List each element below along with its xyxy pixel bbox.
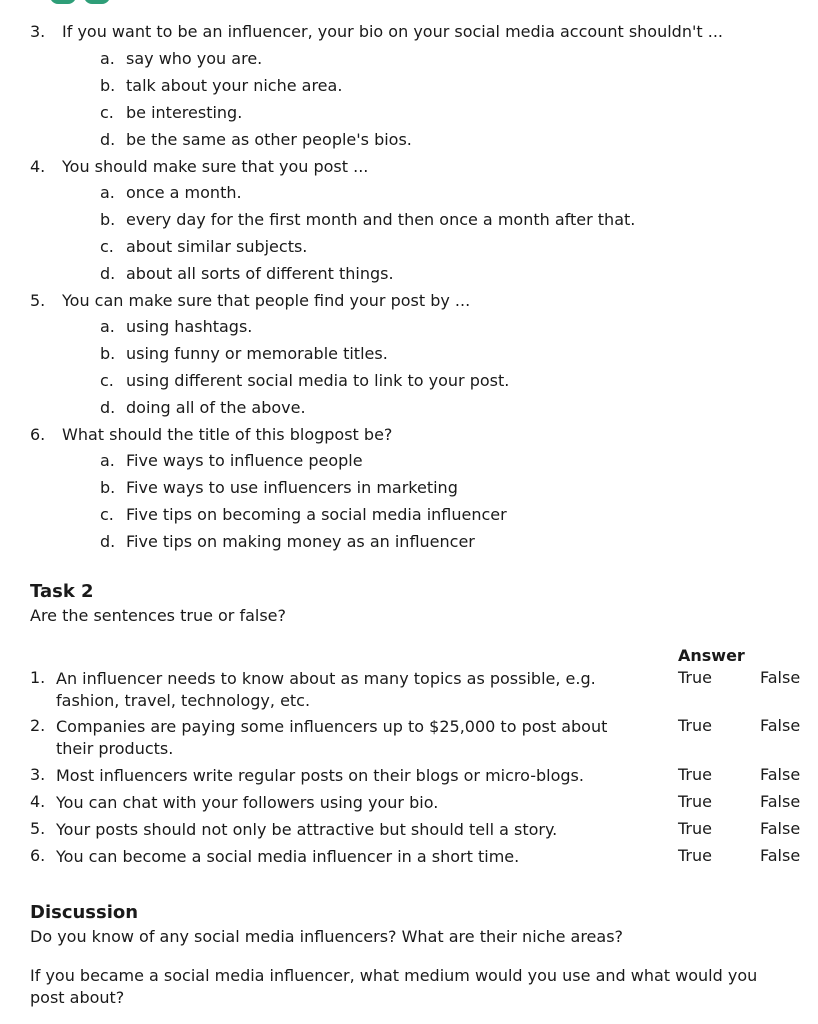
option-letter: b. [100, 344, 116, 363]
statement-text: You can become a social media influencer in a short time. [56, 847, 520, 866]
option-text: every day for the first month and then once a month after that. [126, 210, 636, 229]
option-text: Five ways to use influencers in marketing [126, 478, 458, 497]
true-option[interactable]: True [678, 668, 712, 687]
option-letter: a. [100, 317, 115, 336]
option-letter: c. [100, 237, 114, 256]
statement-number: 2. [30, 716, 46, 735]
statement-number: 3. [30, 765, 46, 784]
option-text: say who you are. [126, 49, 263, 68]
option-text: Five tips on making money as an influencer [126, 532, 475, 551]
option-letter: d. [100, 130, 116, 149]
option-text: be the same as other people's bios. [126, 130, 412, 149]
option-letter: a. [100, 451, 115, 470]
false-option[interactable]: False [760, 846, 801, 865]
option-text: once a month. [126, 183, 242, 202]
true-option[interactable]: True [678, 846, 712, 865]
option-text: using funny or memorable titles. [126, 344, 388, 363]
statement-text: You can chat with your followers using your bio. [56, 793, 439, 812]
option-letter: b. [100, 210, 116, 229]
statement-text: Your posts should not only be attractive but should tell a story. [56, 820, 558, 839]
option-letter: d. [100, 398, 116, 417]
false-option[interactable]: False [760, 765, 801, 784]
question-text: You should make sure that you post ... [62, 157, 369, 176]
option-letter: a. [100, 49, 115, 68]
true-option[interactable]: True [678, 792, 712, 811]
option-letter: a. [100, 183, 115, 202]
task2-heading: Task 2 [30, 581, 94, 602]
false-option[interactable]: False [760, 819, 801, 838]
option-text: talk about your niche area. [126, 76, 343, 95]
option-text: using hashtags. [126, 317, 253, 336]
statement-number: 1. [30, 668, 46, 687]
question-text: You can make sure that people find your post by ... [62, 291, 471, 310]
option-letter: c. [100, 371, 114, 390]
false-option[interactable]: False [760, 668, 801, 687]
discussion-question-2: If you became a social media influencer, what medium would you use and what would you post about? [30, 966, 758, 1007]
task2-instruction: Are the sentences true or false? [30, 606, 287, 625]
question-number: 4. [30, 157, 46, 176]
decorative-tab-mark [50, 0, 76, 4]
option-text: using different social media to link to your post. [126, 371, 510, 390]
statement-text: An influencer needs to know about as many topics as possible, e.g. fashion, travel, technology, etc. [56, 669, 596, 710]
true-option[interactable]: True [678, 819, 712, 838]
question-text: If you want to be an influencer, your bio on your social media account shouldn't ... [62, 22, 723, 41]
option-letter: b. [100, 478, 116, 497]
statement-text: Most influencers write regular posts on their blogs or micro-blogs. [56, 766, 584, 785]
option-letter: c. [100, 505, 114, 524]
question-number: 5. [30, 291, 46, 310]
question-text: What should the title of this blogpost be? [62, 425, 393, 444]
answer-column-header: Answer [678, 646, 745, 665]
option-letter: c. [100, 103, 114, 122]
statement-number: 5. [30, 819, 46, 838]
question-number: 3. [30, 22, 46, 41]
false-option[interactable]: False [760, 792, 801, 811]
option-letter: d. [100, 264, 116, 283]
statement-text: Companies are paying some influencers up to $25,000 to post about their products. [56, 717, 608, 758]
true-option[interactable]: True [678, 716, 712, 735]
statement-number: 6. [30, 846, 46, 865]
option-text: Five ways to influence people [126, 451, 363, 470]
option-text: be interesting. [126, 103, 243, 122]
discussion-question-1: Do you know of any social media influencers? What are their niche areas? [30, 927, 624, 946]
option-letter: d. [100, 532, 116, 551]
question-number: 6. [30, 425, 46, 444]
discussion-heading: Discussion [30, 902, 139, 923]
option-text: about all sorts of different things. [126, 264, 394, 283]
false-option[interactable]: False [760, 716, 801, 735]
option-text: about similar subjects. [126, 237, 308, 256]
decorative-tab-mark [84, 0, 110, 4]
true-option[interactable]: True [678, 765, 712, 784]
option-text: doing all of the above. [126, 398, 306, 417]
option-text: Five tips on becoming a social media influencer [126, 505, 507, 524]
option-letter: b. [100, 76, 116, 95]
statement-number: 4. [30, 792, 46, 811]
